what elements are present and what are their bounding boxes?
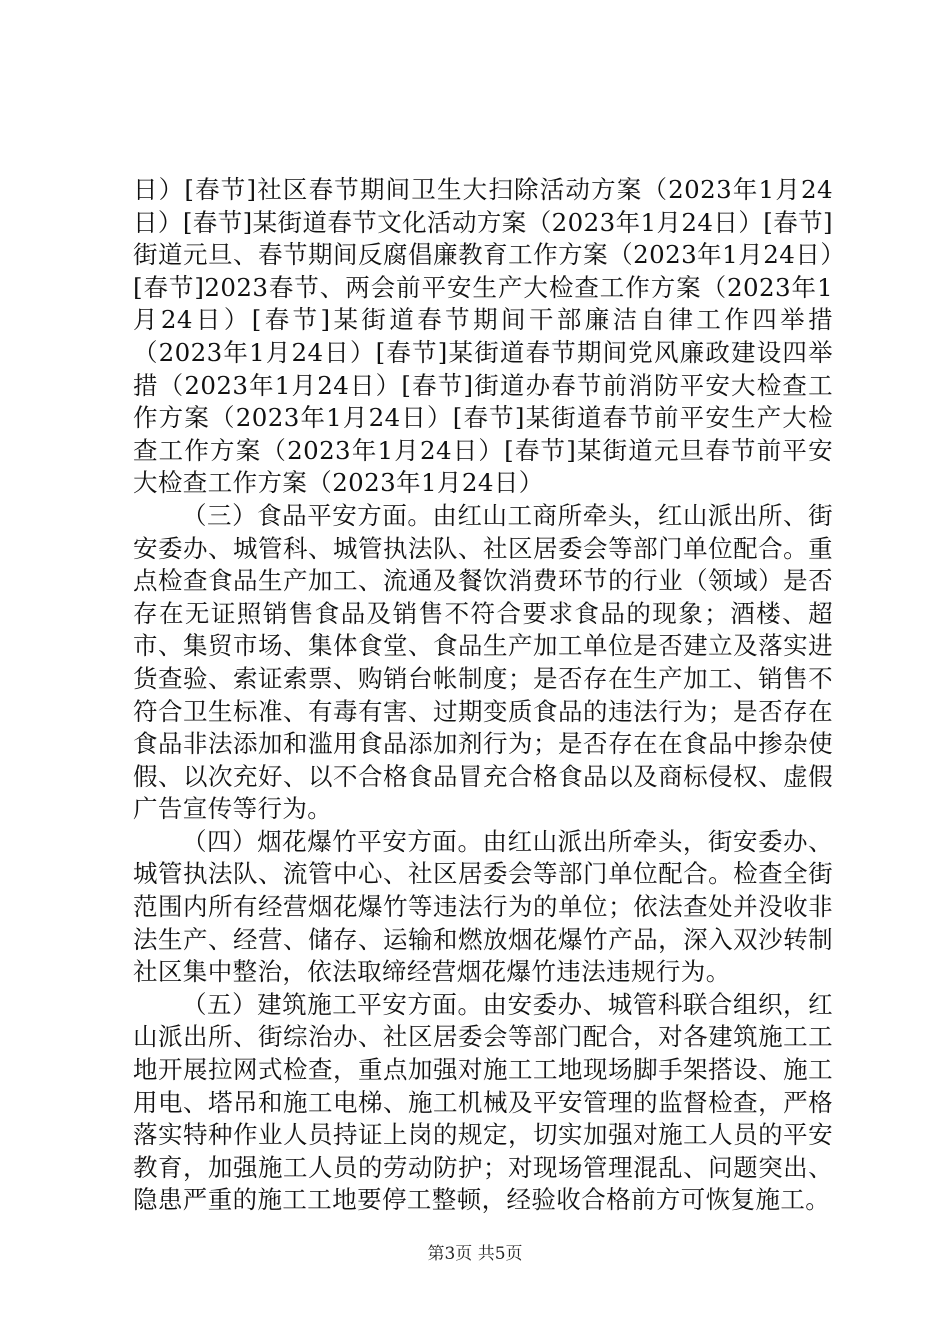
paragraph-fireworks-safety: （四）烟花爆竹平安方面。由红山派出所牵头，街安委办、城管执法队、流管中心、社区居委会等部门单位配合。检查全街范围内所有经营烟花爆竹等违法行为的单位；依法查处并没收非法生产、经营、储存、运输和燃放烟花爆竹产品，深入双沙转制社区集中整治，依法取缔经营烟花爆竹违法违规行为。: [133, 826, 833, 987]
document-body: [133, 174, 833, 1217]
page-number-footer: 第3页 共5页: [427, 1244, 523, 1264]
paragraph-continued-list: 日）[春节]社区春节期间卫生大扫除活动方案（2023年1月24日）[春节]某街道春节文化活动方案（2023年1月24日）[春节]街道元旦、春节期间反腐倡廉教育工作方案（2023年1月24日）[春节]2023春节、两会前平安生产大检查工作方案（2023年1月24日）[春节]某街道春节期间干部廉洁自律工作四举措（2023年1月24日）[春节]某街道春节期间党风廉政建设四举措（2023年1月24日）[春节]街道办春节前消防平安大检查工作方案（2023年1月24日）[春节]某街道春节前平安生产大检查工作方案（2023年1月24日）[春节]某街道元旦春节前平安大检查工作方案（2023年1月24日）: [133, 175, 833, 498]
paragraph-construction-safety: （五）建筑施工平安方面。由安委办、城管科联合组织，红山派出所、街综治办、社区居委会等部门配合，对各建筑施工工地开展拉网式检查，重点加强对施工工地现场脚手架搭设、施工用电、塔吊和施工电梯、施工机械及平安管理的监督检查，严格落实特种作业人员持证上岗的规定，切实加强对施工人员的平安教育，加强施工人员的劳动防护；对现场管理混乱、问题突出、隐患严重的施工工地要停工整顿，经验收合格前方可恢复施工。: [133, 989, 833, 1215]
paragraph-food-safety: （三）食品平安方面。由红山工商所牵头，红山派出所、街安委办、城管科、城管执法队、社区居委会等部门单位配合。重点检查食品生产加工、流通及餐饮消费环节的行业（领域）是否存在无证照销售食品及销售不符合要求食品的现象；酒楼、超市、集贸市场、集体食堂、食品生产加工单位是否建立及落实进货查验、索证索票、购销台帐制度；是否存在生产加工、销售不符合卫生标准、有毒有害、过期变质食品的违法行为；是否存在食品非法添加和滥用食品添加剂行为；是否存在在食品中掺杂使假、以次充好、以不合格食品冒充合格食品以及商标侵权、虚假广告宣传等行为。: [133, 500, 833, 824]
